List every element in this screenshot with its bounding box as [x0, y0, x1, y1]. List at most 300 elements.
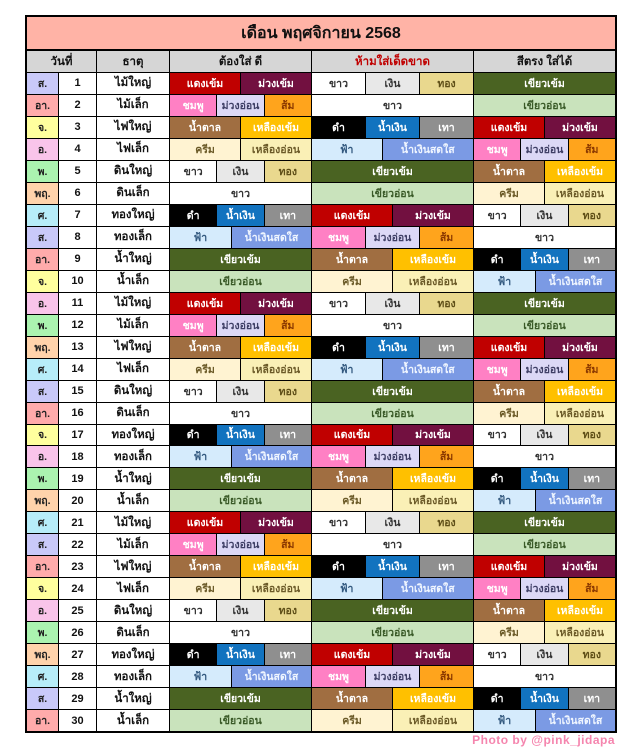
color-cell-navy: น้ำเงิน	[521, 468, 568, 489]
color-cell-white: ขาว	[474, 446, 615, 467]
color-cell-lpurple: ม่วงอ่อน	[217, 315, 264, 336]
must-wear-colors	[170, 337, 312, 358]
table-row	[27, 227, 615, 249]
neutral-colors	[474, 73, 615, 94]
color-cell-gold: ทอง	[569, 425, 615, 446]
color-cell-brown: น้ำตาล	[474, 381, 545, 402]
color-cell-orange: ส้ม	[420, 666, 473, 687]
date-cell: 13	[59, 337, 97, 358]
neutral-colors	[474, 359, 615, 380]
forbidden-colors	[312, 534, 474, 555]
forbidden-colors	[312, 139, 474, 160]
color-cell-gray: เทา	[420, 556, 473, 577]
date-cell: 11	[59, 293, 97, 314]
color-cell-lpurple: ม่วงอ่อน	[366, 666, 420, 687]
date-cell: 24	[59, 578, 97, 599]
color-cell-navy: น้ำเงิน	[521, 249, 568, 270]
table-row	[27, 425, 615, 447]
must-wear-colors	[170, 205, 312, 226]
color-cell-pink: ชมพู	[474, 139, 521, 160]
table-row	[27, 73, 615, 95]
day-of-week-cell: พฤ.	[27, 337, 59, 358]
color-cell-dpurple: ม่วงเข้ม	[545, 117, 615, 138]
element-cell: ดินใหญ่	[97, 161, 170, 182]
neutral-colors	[474, 446, 615, 467]
color-cell-black: ดำ	[474, 249, 521, 270]
color-cell-cream: ครีม	[312, 710, 393, 731]
forbidden-colors	[312, 227, 474, 248]
color-cell-lpurple: ม่วงอ่อน	[217, 95, 264, 116]
color-cell-navy: น้ำเงิน	[366, 556, 420, 577]
table-row	[27, 293, 615, 315]
color-cell-dyellow: เหลืองเข้ม	[393, 249, 473, 270]
color-cell-silver: เงิน	[217, 600, 264, 621]
day-of-week-cell: อ.	[27, 446, 59, 467]
must-wear-colors	[170, 95, 312, 116]
date-cell: 25	[59, 600, 97, 621]
day-of-week-cell: พ.	[27, 468, 59, 489]
color-cell-bblue: น้ำเงินสดใส	[536, 271, 615, 292]
color-cell-brown: น้ำตาล	[474, 161, 545, 182]
date-cell: 6	[59, 183, 97, 204]
table-row	[27, 117, 615, 139]
must-wear-colors	[170, 315, 312, 336]
color-cell-lyellow: เหลืองอ่อน	[545, 622, 615, 643]
must-wear-colors	[170, 359, 312, 380]
day-of-week-cell: ส.	[27, 534, 59, 555]
element-cell: ไม้เล็ก	[97, 315, 170, 336]
element-cell: น้ำใหญ่	[97, 468, 170, 489]
day-of-week-cell: อา.	[27, 403, 59, 424]
color-cell-dpurple: ม่วงเข้ม	[241, 512, 311, 533]
neutral-colors	[474, 205, 615, 226]
color-cell-orange: ส้ม	[569, 578, 615, 599]
forbidden-colors	[312, 644, 474, 665]
day-of-week-cell: พฤ.	[27, 183, 59, 204]
neutral-colors	[474, 710, 615, 731]
watermark-credit: Photo by @pink_jidapa	[472, 733, 615, 747]
color-calendar-table	[25, 15, 617, 733]
table-row	[27, 271, 615, 293]
table-row	[27, 337, 615, 359]
color-cell-dgreen: เขียวเข้ม	[312, 381, 473, 402]
must-wear-colors	[170, 293, 312, 314]
color-cell-dgreen: เขียวเข้ม	[474, 293, 615, 314]
color-cell-white: ขาว	[170, 600, 217, 621]
color-cell-navy: น้ำเงิน	[217, 644, 264, 665]
must-wear-colors	[170, 688, 312, 709]
color-cell-white: ขาว	[170, 381, 217, 402]
color-cell-bblue: น้ำเงินสดใส	[232, 666, 311, 687]
must-wear-colors	[170, 534, 312, 555]
element-cell: ดินเล็ก	[97, 622, 170, 643]
forbidden-colors	[312, 403, 474, 424]
color-cell-dyellow: เหลืองเข้ม	[393, 468, 473, 489]
color-cell-bblue: น้ำเงินสดใส	[536, 490, 615, 511]
color-cell-pink: ชมพู	[312, 446, 366, 467]
day-of-week-cell: อา.	[27, 710, 59, 731]
day-of-week-cell: ส.	[27, 381, 59, 402]
day-of-week-cell: พฤ.	[27, 644, 59, 665]
color-cell-bblue: น้ำเงินสดใส	[232, 227, 311, 248]
color-cell-white: ขาว	[312, 315, 473, 336]
color-cell-brown: น้ำตาล	[170, 337, 241, 358]
color-cell-pink: ชมพู	[474, 359, 521, 380]
neutral-colors	[474, 95, 615, 116]
forbidden-colors	[312, 490, 474, 511]
color-cell-lyellow: เหลืองอ่อน	[545, 183, 615, 204]
color-cell-white: ขาว	[312, 534, 473, 555]
color-cell-sky: ฟ้า	[474, 490, 536, 511]
date-cell: 9	[59, 249, 97, 270]
color-cell-dpurple: ม่วงเข้ม	[545, 556, 615, 577]
color-cell-dgreen: เขียวเข้ม	[170, 688, 311, 709]
color-cell-dyellow: เหลืองเข้ม	[241, 117, 311, 138]
table-row	[27, 578, 615, 600]
neutral-colors	[474, 600, 615, 621]
color-cell-lyellow: เหลืองอ่อน	[241, 578, 311, 599]
neutral-colors	[474, 622, 615, 643]
table-row	[27, 600, 615, 622]
color-cell-sky: ฟ้า	[474, 271, 536, 292]
color-cell-navy: น้ำเงิน	[217, 425, 264, 446]
neutral-colors	[474, 490, 615, 511]
color-cell-red: แดงเข้ม	[170, 512, 241, 533]
table-row	[27, 512, 615, 534]
color-cell-gray: เทา	[265, 644, 311, 665]
color-cell-gold: ทอง	[569, 205, 615, 226]
neutral-colors	[474, 512, 615, 533]
date-cell: 30	[59, 710, 97, 731]
color-cell-red: แดงเข้ม	[312, 425, 393, 446]
table-row	[27, 468, 615, 490]
color-cell-cream: ครีม	[312, 490, 393, 511]
must-wear-colors	[170, 139, 312, 160]
element-cell: ไฟใหญ่	[97, 337, 170, 358]
color-cell-white: ขาว	[312, 73, 366, 94]
color-cell-navy: น้ำเงิน	[366, 337, 420, 358]
color-cell-cream: ครีม	[170, 359, 241, 380]
neutral-colors	[474, 117, 615, 138]
color-cell-dpurple: ม่วงเข้ม	[241, 73, 311, 94]
must-wear-colors	[170, 468, 312, 489]
table-row	[27, 534, 615, 556]
date-cell: 7	[59, 205, 97, 226]
color-cell-sky: ฟ้า	[312, 578, 383, 599]
forbidden-colors	[312, 688, 474, 709]
forbidden-colors	[312, 666, 474, 687]
date-cell: 28	[59, 666, 97, 687]
color-cell-navy: น้ำเงิน	[217, 205, 264, 226]
color-cell-lpurple: ม่วงอ่อน	[366, 227, 420, 248]
neutral-colors	[474, 227, 615, 248]
color-cell-navy: น้ำเงิน	[521, 688, 568, 709]
element-cell: ไฟเล็ก	[97, 359, 170, 380]
table-header-row	[27, 51, 615, 73]
table-row	[27, 381, 615, 403]
element-cell: ไฟใหญ่	[97, 117, 170, 138]
color-cell-gold: ทอง	[265, 161, 311, 182]
forbidden-colors	[312, 183, 474, 204]
color-cell-silver: เงิน	[217, 161, 264, 182]
must-wear-colors	[170, 578, 312, 599]
forbidden-colors	[312, 249, 474, 270]
day-of-week-cell: ศ.	[27, 359, 59, 380]
color-cell-white: ขาว	[474, 666, 615, 687]
date-cell: 14	[59, 359, 97, 380]
forbidden-colors	[312, 205, 474, 226]
must-wear-colors	[170, 666, 312, 687]
date-cell: 8	[59, 227, 97, 248]
color-cell-gold: ทอง	[420, 293, 473, 314]
color-cell-white: ขาว	[170, 161, 217, 182]
must-wear-colors	[170, 446, 312, 467]
date-cell: 27	[59, 644, 97, 665]
color-cell-lpurple: ม่วงอ่อน	[217, 534, 264, 555]
color-cell-dyellow: เหลืองเข้ม	[545, 600, 615, 621]
table-body	[27, 73, 615, 731]
must-wear-colors	[170, 161, 312, 182]
color-cell-pink: ชมพู	[170, 315, 217, 336]
day-of-week-cell: พ.	[27, 161, 59, 182]
color-cell-black: ดำ	[170, 205, 217, 226]
date-cell: 16	[59, 403, 97, 424]
color-cell-white: ขาว	[474, 227, 615, 248]
day-of-week-cell: อ.	[27, 600, 59, 621]
color-cell-white: ขาว	[312, 512, 366, 533]
date-cell: 17	[59, 425, 97, 446]
forbidden-colors	[312, 271, 474, 292]
day-of-week-cell: อ.	[27, 139, 59, 160]
table-row	[27, 556, 615, 578]
day-of-week-cell: อา.	[27, 249, 59, 270]
date-cell: 22	[59, 534, 97, 555]
color-cell-white: ขาว	[170, 183, 311, 204]
table-row	[27, 95, 615, 117]
color-cell-cream: ครีม	[474, 622, 545, 643]
date-cell: 3	[59, 117, 97, 138]
forbidden-colors	[312, 95, 474, 116]
must-wear-colors	[170, 710, 312, 731]
table-row	[27, 644, 615, 666]
color-cell-orange: ส้ม	[265, 315, 311, 336]
color-cell-lgreen: เขียวอ่อน	[474, 315, 615, 336]
table-row	[27, 359, 615, 381]
must-wear-colors	[170, 622, 312, 643]
forbidden-colors	[312, 468, 474, 489]
color-cell-silver: เงิน	[366, 512, 420, 533]
forbidden-colors	[312, 337, 474, 358]
neutral-colors	[474, 337, 615, 358]
must-wear-colors	[170, 600, 312, 621]
color-cell-silver: เงิน	[366, 73, 420, 94]
color-cell-dyellow: เหลืองเข้ม	[241, 337, 311, 358]
day-of-week-cell: พ.	[27, 315, 59, 336]
color-cell-white: ขาว	[312, 293, 366, 314]
date-cell: 21	[59, 512, 97, 533]
date-cell: 15	[59, 381, 97, 402]
element-cell: ทองใหญ่	[97, 425, 170, 446]
must-wear-colors	[170, 227, 312, 248]
date-cell: 1	[59, 73, 97, 94]
must-wear-colors	[170, 117, 312, 138]
color-cell-silver: เงิน	[521, 425, 568, 446]
must-wear-colors	[170, 490, 312, 511]
color-cell-dyellow: เหลืองเข้ม	[545, 161, 615, 182]
color-cell-brown: น้ำตาล	[312, 468, 393, 489]
neutral-colors	[474, 381, 615, 402]
element-cell: น้ำใหญ่	[97, 688, 170, 709]
color-cell-pink: ชมพู	[312, 227, 366, 248]
element-cell: ไฟเล็ก	[97, 139, 170, 160]
date-cell: 4	[59, 139, 97, 160]
color-cell-dyellow: เหลืองเข้ม	[393, 688, 473, 709]
color-cell-red: แดงเข้ม	[170, 73, 241, 94]
date-cell: 5	[59, 161, 97, 182]
color-cell-lyellow: เหลืองอ่อน	[393, 490, 473, 511]
color-cell-bblue: น้ำเงินสดใส	[383, 139, 473, 160]
element-cell: ไม้เล็ก	[97, 534, 170, 555]
color-cell-gold: ทอง	[265, 381, 311, 402]
forbidden-colors	[312, 117, 474, 138]
neutral-colors	[474, 556, 615, 577]
color-cell-bblue: น้ำเงินสดใส	[383, 359, 473, 380]
element-cell: ไม้ใหญ่	[97, 293, 170, 314]
day-of-week-cell: จ.	[27, 117, 59, 138]
date-cell: 26	[59, 622, 97, 643]
color-cell-dyellow: เหลืองเข้ม	[241, 556, 311, 577]
color-cell-lpurple: ม่วงอ่อน	[521, 359, 568, 380]
color-cell-gray: เทา	[265, 205, 311, 226]
date-cell: 12	[59, 315, 97, 336]
forbidden-colors	[312, 359, 474, 380]
neutral-colors	[474, 271, 615, 292]
color-cell-lyellow: เหลืองอ่อน	[393, 710, 473, 731]
color-cell-brown: น้ำตาล	[312, 688, 393, 709]
color-cell-white: ขาว	[312, 95, 473, 116]
table-title: เดือน พฤศจิกายน 2568	[27, 17, 615, 51]
element-cell: ทองเล็ก	[97, 666, 170, 687]
forbidden-colors	[312, 315, 474, 336]
color-cell-red: แดงเข้ม	[474, 337, 545, 358]
forbidden-colors	[312, 446, 474, 467]
forbidden-colors	[312, 600, 474, 621]
must-wear-colors	[170, 403, 312, 424]
must-wear-colors	[170, 73, 312, 94]
color-cell-lyellow: เหลืองอ่อน	[393, 271, 473, 292]
forbidden-colors	[312, 512, 474, 533]
color-cell-orange: ส้ม	[420, 227, 473, 248]
forbidden-colors	[312, 161, 474, 182]
color-cell-lgreen: เขียวอ่อน	[312, 183, 473, 204]
color-cell-dyellow: เหลืองเข้ม	[545, 381, 615, 402]
color-cell-dgreen: เขียวเข้ม	[474, 512, 615, 533]
must-wear-colors	[170, 183, 312, 204]
color-cell-navy: น้ำเงิน	[366, 117, 420, 138]
color-cell-gray: เทา	[569, 249, 615, 270]
color-cell-red: แดงเข้ม	[312, 644, 393, 665]
color-cell-gray: เทา	[569, 468, 615, 489]
date-cell: 20	[59, 490, 97, 511]
element-cell: ทองใหญ่	[97, 205, 170, 226]
color-cell-silver: เงิน	[521, 644, 568, 665]
forbidden-colors	[312, 425, 474, 446]
color-cell-lyellow: เหลืองอ่อน	[241, 139, 311, 160]
element-cell: ดินใหญ่	[97, 600, 170, 621]
must-wear-colors	[170, 271, 312, 292]
header-date-col: วันที่	[27, 51, 97, 72]
color-cell-bblue: น้ำเงินสดใส	[232, 446, 311, 467]
color-cell-sky: ฟ้า	[474, 710, 536, 731]
color-cell-silver: เงิน	[521, 205, 568, 226]
day-of-week-cell: อ.	[27, 293, 59, 314]
color-cell-sky: ฟ้า	[170, 446, 232, 467]
color-cell-cream: ครีม	[312, 271, 393, 292]
day-of-week-cell: จ.	[27, 425, 59, 446]
date-cell: 2	[59, 95, 97, 116]
color-cell-gray: เทา	[265, 425, 311, 446]
color-cell-black: ดำ	[474, 468, 521, 489]
must-wear-colors	[170, 644, 312, 665]
neutral-colors	[474, 534, 615, 555]
color-cell-lpurple: ม่วงอ่อน	[521, 578, 568, 599]
color-cell-gold: ทอง	[420, 73, 473, 94]
neutral-colors	[474, 425, 615, 446]
must-wear-colors	[170, 512, 312, 533]
element-cell: ทองเล็ก	[97, 446, 170, 467]
color-cell-pink: ชมพู	[170, 534, 217, 555]
color-cell-dpurple: ม่วงเข้ม	[393, 644, 473, 665]
color-cell-brown: น้ำตาล	[474, 600, 545, 621]
color-cell-sky: ฟ้า	[170, 666, 232, 687]
day-of-week-cell: ส.	[27, 73, 59, 94]
color-cell-orange: ส้ม	[265, 534, 311, 555]
color-cell-brown: น้ำตาล	[170, 117, 241, 138]
color-cell-cream: ครีม	[474, 403, 545, 424]
table-row	[27, 688, 615, 710]
color-cell-cream: ครีม	[170, 578, 241, 599]
table-row	[27, 183, 615, 205]
element-cell: น้ำใหญ่	[97, 249, 170, 270]
table-row	[27, 139, 615, 161]
color-cell-dgreen: เขียวเข้ม	[474, 73, 615, 94]
color-cell-dgreen: เขียวเข้ม	[312, 161, 473, 182]
element-cell: ทองใหญ่	[97, 644, 170, 665]
day-of-week-cell: ศ.	[27, 666, 59, 687]
element-cell: น้ำเล็ก	[97, 271, 170, 292]
element-cell: ไม้ใหญ่	[97, 512, 170, 533]
table-row	[27, 403, 615, 425]
color-cell-gray: เทา	[420, 337, 473, 358]
day-of-week-cell: จ.	[27, 271, 59, 292]
color-cell-sky: ฟ้า	[170, 227, 232, 248]
color-cell-red: แดงเข้ม	[170, 293, 241, 314]
element-cell: ไฟเล็ก	[97, 578, 170, 599]
forbidden-colors	[312, 710, 474, 731]
color-cell-black: ดำ	[312, 556, 366, 577]
table-row	[27, 490, 615, 512]
color-cell-white: ขาว	[474, 205, 521, 226]
date-cell: 29	[59, 688, 97, 709]
color-cell-dgreen: เขียวเข้ม	[170, 468, 311, 489]
table-row	[27, 315, 615, 337]
color-cell-pink: ชมพู	[474, 578, 521, 599]
element-cell: ดินเล็ก	[97, 183, 170, 204]
element-cell: ไม้เล็ก	[97, 95, 170, 116]
color-cell-pink: ชมพู	[312, 666, 366, 687]
day-of-week-cell: ศ.	[27, 205, 59, 226]
date-cell: 23	[59, 556, 97, 577]
